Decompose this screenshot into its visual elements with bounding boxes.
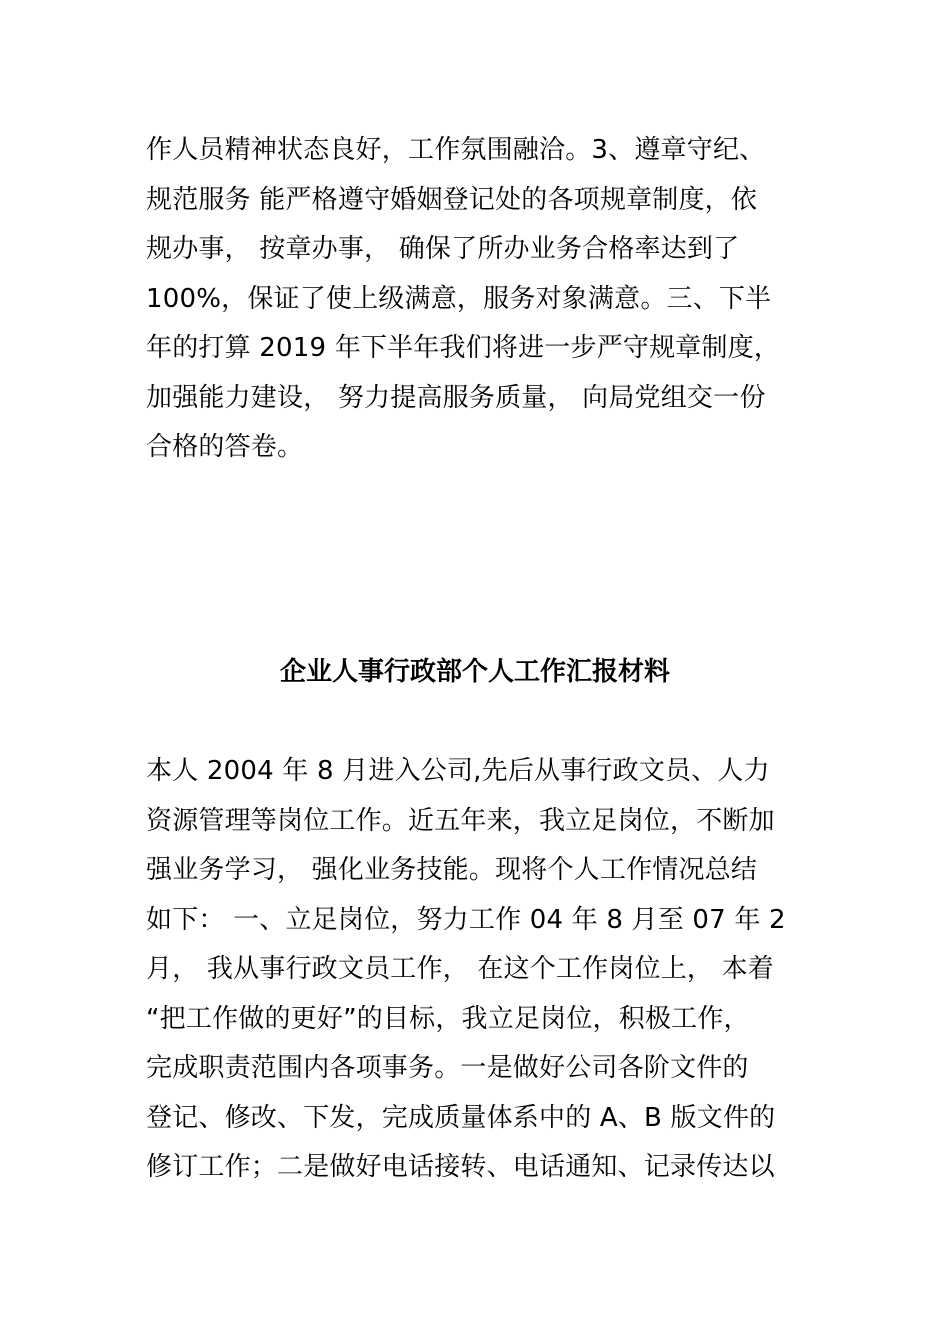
text-line: 年的打算 2019 年下半年我们将进一步严守规章制度， <box>146 333 781 363</box>
text-line: 月， 我从事行政文员工作， 在这个工作岗位上， 本着 <box>146 954 774 984</box>
body-paragraph-2 <box>146 747 826 1193</box>
text-line: 规范服务 能严格遵守婚姻登记处的各项规章制度，依 <box>146 184 758 215</box>
text-line: 作人员精神状态良好，工作氛围融洽。3、遵章守纪、 <box>146 135 766 165</box>
text-line: 合格的答卷。 <box>146 432 304 462</box>
document-heading: 企业人事行政部个人工作汇报材料 <box>279 657 670 687</box>
body-paragraph-1 <box>146 126 826 473</box>
text-line: 100%，保证了使上级满意，服务对象满意。三、下半 <box>146 283 772 314</box>
text-line: 资源管理等岗位工作。近五年来，我立足岗位，不断加 <box>146 805 775 836</box>
text-line: 加强能力建设， 努力提高服务质量， 向局党组交一份 <box>146 382 766 413</box>
text-line: 规办事， 按章办事， 确保了所办业务合格率达到了 <box>146 234 740 264</box>
text-line: 完成职责范围内各项事务。一是做好公司各阶文件的 <box>146 1053 749 1083</box>
text-line: 本人 2004 年 8 月进入公司,先后从事行政文员、人力 <box>146 756 770 786</box>
text-line: “把工作做的更好”的目标，我立足岗位，积极工作， <box>146 1003 750 1034</box>
text-line: 强业务学习， 强化业务技能。现将个人工作情况总结 <box>146 855 758 885</box>
text-line: 登记、修改、下发，完成质量体系中的 A、B 版文件的 <box>146 1102 776 1133</box>
text-line: 修订工作；二是做好电话接转、电话通知、记录传达以 <box>146 1152 775 1182</box>
text-line: 如下： 一、立足岗位，努力工作 04 年 8 月至 07 年 2 <box>146 904 786 935</box>
